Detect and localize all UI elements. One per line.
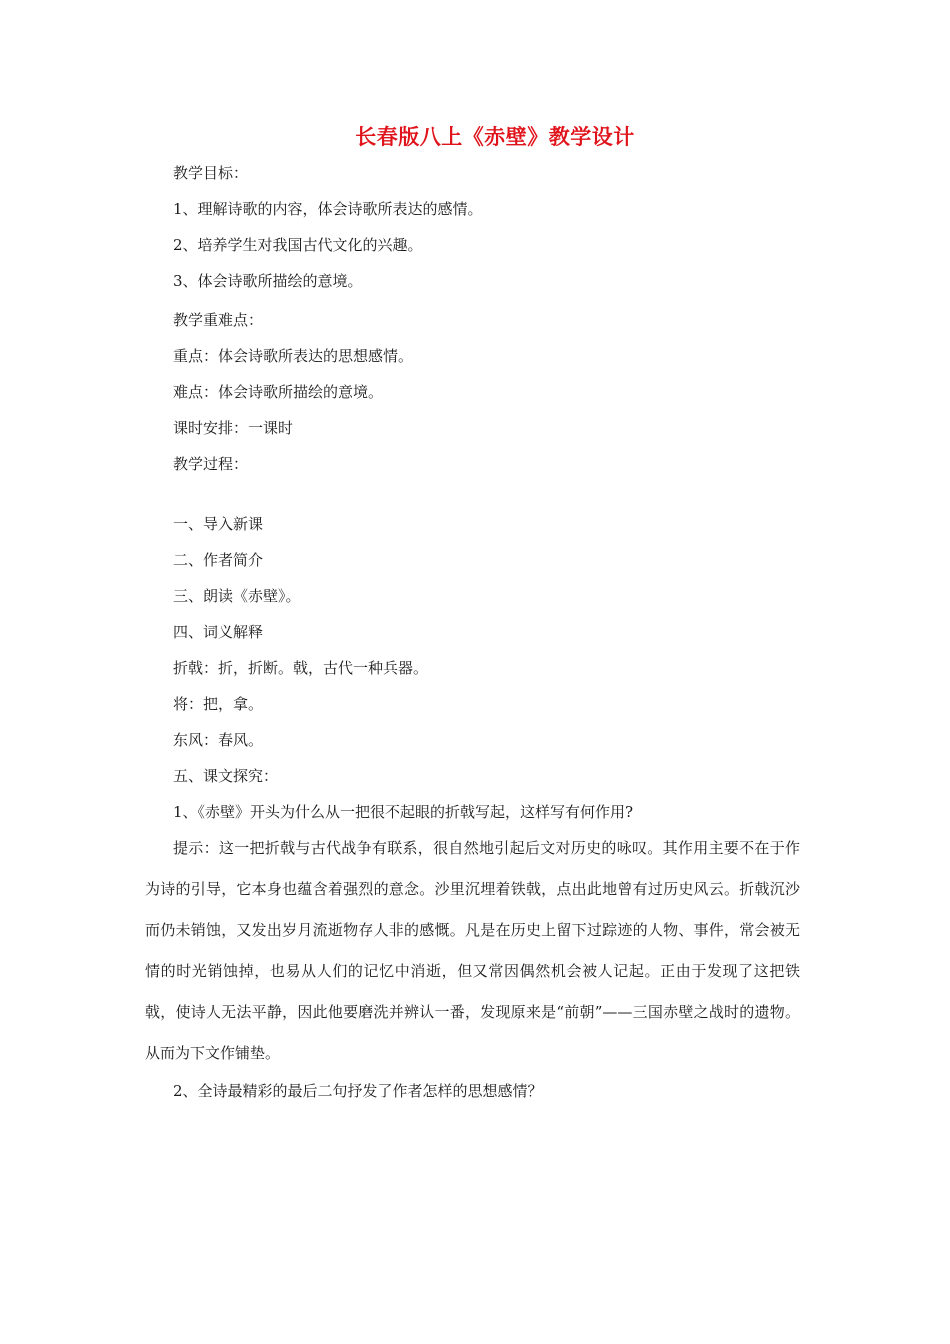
- step-item: 四、词义解释: [173, 623, 264, 641]
- explore-heading: 五、课文探究：: [173, 767, 279, 785]
- step-item: 一、导入新课: [173, 515, 264, 533]
- document-title: 长春版八上《赤壁》教学设计: [355, 124, 635, 149]
- process-heading: 教学过程：: [173, 455, 249, 473]
- goal-item: 2、培养学生对我国古代文化的兴趣。: [173, 236, 423, 254]
- goal-item: 3、体会诗歌所描绘的意境。: [173, 272, 363, 290]
- step-item: 三、朗读《赤壁》。: [173, 587, 301, 605]
- glossary-item: 东风：春风。: [173, 731, 264, 749]
- glossary-item: 将：把，拿。: [173, 695, 264, 713]
- schedule: 课时安排：一课时: [173, 419, 294, 437]
- key-difficulty-heading: 教学重难点：: [173, 311, 264, 329]
- question-2: 2、全诗最精彩的最后二句抒发了作者怎样的思想感情？: [173, 1082, 543, 1100]
- answer-1: 提示：这一把折戟与古代战争有联系，很自然地引起后文对历史的咏叹。其作用主要不在于作为诗的引导，它本身也蕴含着强烈的意念。沙里沉埋着铁戟，点出此地曾有过历史风云。折戟沉沙而仍未销蚀，又发出岁月流逝物存人非的感慨。凡是在历史上留下过踪迹的人物、事件，常会被无情的时光销蚀掉，也易从人们的记忆中消逝，但又常因偶然机会被人记起。正由于发现了这把铁戟，使诗人无法平静，因此他要磨洗并辨认一番，发现原来是“前朝”——三国赤壁之战时的遗物。从而为下文作铺垫。: [145, 839, 800, 1062]
- difficult-point: 难点：体会诗歌所描绘的意境。: [173, 383, 384, 401]
- question-1: 1、《赤壁》开头为什么从一把很不起眼的折戟写起，这样写有何作用?: [173, 803, 634, 821]
- step-item: 二、作者简介: [173, 551, 264, 569]
- key-point: 重点：体会诗歌所表达的思想感情。: [173, 347, 414, 365]
- glossary-item: 折戟：折，折断。戟，古代一种兵器。: [173, 659, 429, 677]
- goal-item: 1、理解诗歌的内容，体会诗歌所表达的感情。: [173, 200, 483, 218]
- goals-heading: 教学目标：: [173, 164, 249, 182]
